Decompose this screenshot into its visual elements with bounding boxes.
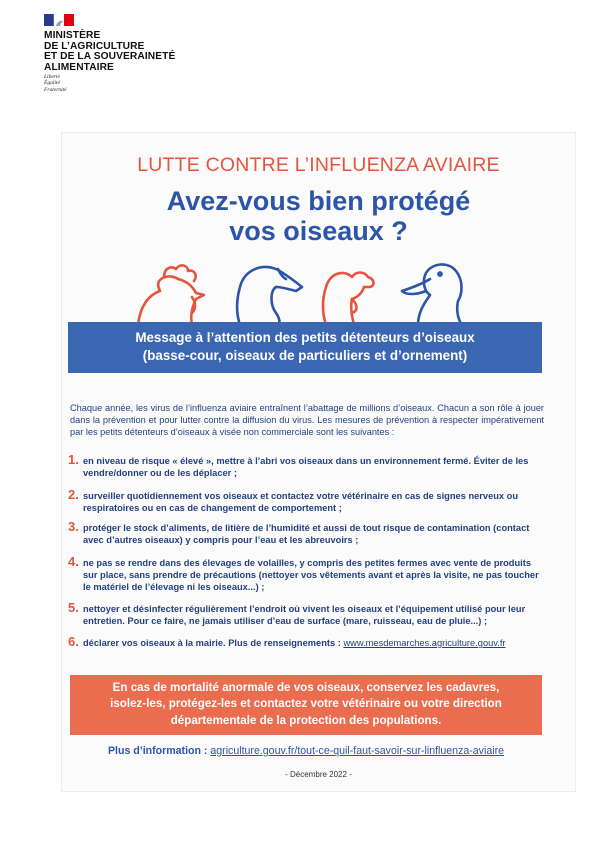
duck-icon xyxy=(402,264,462,325)
goose-icon xyxy=(237,267,302,325)
more-info-link[interactable]: agriculture.gouv.fr/tout-ce-quil-faut-savoir-sur-linfluenza-aviaire xyxy=(210,745,504,757)
mesdemarches-link[interactable]: www.mesdemarches.agriculture.gouv.fr xyxy=(343,638,506,648)
ministry-name: MINISTÈRE DE L’AGRICULTURE ET DE LA SOUVERAINETÉ ALIMENTAIRE xyxy=(44,30,176,73)
item-text-label: déclarer vos oiseaux à la mairie. Plus de renseignements : xyxy=(83,638,344,648)
poster-kicker: LUTTE CONTRE L’INFLUENZA AVIAIRE xyxy=(137,154,500,176)
message-banner: Message à l’attention des petits détenteurs d’oiseaux (basse-cour, oiseaux de particuliers et d’ornement) xyxy=(68,322,542,373)
item-number: 5. xyxy=(68,600,79,615)
item-number: 3. xyxy=(68,519,79,534)
chicken-icon xyxy=(138,265,204,325)
mortality-alert-banner: En cas de mortalité anormale de vos oiseaux, conservez les cadavres, isolez-les, protégez-les et contactez votre vétérinaire ou votre direction départementale de la protection des populations. xyxy=(70,675,542,735)
publication-date: - Décembre 2022 - xyxy=(285,770,352,779)
republic-motto: Liberté Égalité Fraternité xyxy=(44,74,67,93)
item-text: surveiller quotidiennement vos oiseaux et contactez votre vétérinaire en cas de signes nerveux ou respiratoires ou en cas de changement de comportement ; xyxy=(83,491,519,514)
more-info xyxy=(70,745,542,757)
item-text xyxy=(83,637,543,649)
marianne-flag-icon xyxy=(44,14,74,26)
item-text: ne pas se rendre dans des élevages de volailles, y compris des petites fermes avec vente de produits sur place, sans prendre de précautions (nettoyer vos vêtements avant et après la visite, ne pas toucher le matériel de l’élevage ni les oiseaux...) ; xyxy=(83,558,539,593)
more-info-label: Plus d’information : xyxy=(107,745,211,757)
item-text: en niveau de risque « élevé », mettre à l’abri vos oiseaux dans un environnement fermé. Éviter de les vendre/donner ou de les déplacer ; xyxy=(83,456,529,479)
item-number: 1. xyxy=(68,452,79,467)
item-text: protéger le stock d’aliments, de litière de l’humidité et aussi de tout risque de contamination (contact avec d’autres oiseaux) y compris pour l’eau et les abreuvoirs ; xyxy=(83,523,530,546)
item-text: nettoyer et désinfecter régulièrement l’endroit où vivent les oiseaux et l’équipement utilisé pour leur entretien. Pour ce faire, ne jamais utiliser d’eau de surface (mare, ruisseau, eau de pluie...) ; xyxy=(83,604,526,627)
item-number: 2. xyxy=(68,487,79,502)
poster-headline: Avez-vous bien protégé vos oiseaux ? xyxy=(166,186,471,246)
intro-paragraph: Chaque année, les virus de l’influenza aviaire entraînent l’abattage de millions d’oiseaux. Chacun a son rôle à jouer dans la prévention et pour lutter contre la diffusion du virus. Les mesures de prévention à respecter impérativement par les petits détenteurs d’oiseaux à visée non commerciale sont les suivantes : xyxy=(70,403,544,438)
birds-illustration xyxy=(130,257,475,327)
item-number: 4. xyxy=(68,554,79,569)
turkey-icon xyxy=(323,273,374,326)
item-number: 6. xyxy=(68,634,79,649)
